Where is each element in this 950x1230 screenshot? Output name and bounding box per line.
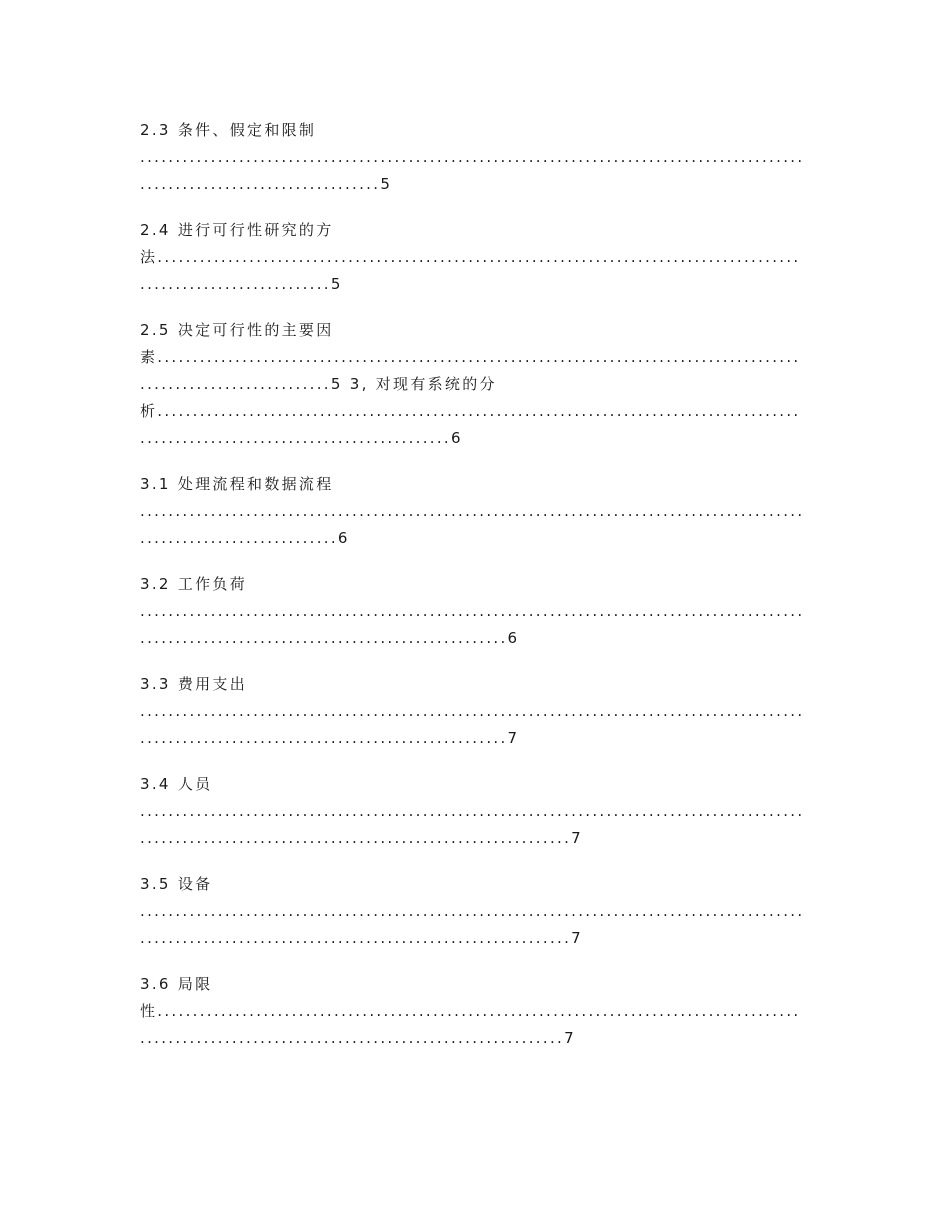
toc-entry-title: 3.5 设备: [140, 875, 213, 893]
toc-page-number-line: .............................................................7: [140, 829, 583, 847]
toc-entry-3-3[interactable]: [140, 671, 820, 752]
toc-entry-2-5[interactable]: [140, 317, 820, 452]
toc-dot-leader: 析...........................................................................................: [140, 402, 801, 420]
toc-entry-3-6[interactable]: [140, 971, 820, 1052]
entry-spacer: [140, 952, 820, 971]
toc-entry-title: 3.2 工作负荷: [140, 575, 248, 593]
toc-entry-title: 3.4 人员: [140, 775, 213, 793]
toc-dot-leader: 法...........................................................................................: [140, 248, 801, 266]
entry-spacer: [140, 652, 820, 671]
toc-page-number-line: ...........................5: [140, 275, 343, 293]
toc-page-number-line: ....................................................6: [140, 629, 520, 647]
toc-dot-leader: ..............................................................................................: [140, 502, 805, 520]
toc-dot-leader: ..............................................................................................: [140, 602, 805, 620]
toc-entry-2-4[interactable]: [140, 217, 820, 298]
toc-page-number-line: ............................................6: [140, 429, 463, 447]
entry-spacer: [140, 298, 820, 317]
toc-page-number-line: ............................6: [140, 529, 350, 547]
entry-spacer: [140, 452, 820, 471]
toc-entry-title: 2.5 决定可行性的主要因: [140, 321, 334, 339]
toc-dot-leader: ..............................................................................................: [140, 902, 805, 920]
toc-entry-3-2[interactable]: [140, 571, 820, 652]
toc-entry-title: 3.3 费用支出: [140, 675, 248, 693]
toc-entry-3-5[interactable]: [140, 871, 820, 952]
toc-page-number-line: ....................................................7: [140, 729, 520, 747]
toc-page-number-line: .............................................................7: [140, 929, 583, 947]
toc-dot-leader: ..............................................................................................: [140, 148, 805, 166]
table-of-contents: [140, 117, 820, 1052]
toc-entry-title: 3.6 局限: [140, 975, 213, 993]
toc-entry-title: 2.4 进行可行性研究的方: [140, 221, 334, 239]
toc-entry-title: 3.1 处理流程和数据流程: [140, 475, 334, 493]
toc-page-number-line: ...........................5 3, 对现有系统的分: [140, 375, 497, 393]
toc-dot-leader: ..............................................................................................: [140, 802, 805, 820]
toc-entry-3-1[interactable]: [140, 471, 820, 552]
toc-dot-leader: 素...........................................................................................: [140, 348, 801, 366]
toc-page-number-line: ............................................................7: [140, 1029, 576, 1047]
toc-dot-leader: 性...........................................................................................: [140, 1002, 801, 1020]
entry-spacer: [140, 852, 820, 871]
toc-entry-2-3[interactable]: [140, 117, 820, 198]
entry-spacer: [140, 552, 820, 571]
entry-spacer: [140, 752, 820, 771]
toc-page-number-line: ..................................5: [140, 175, 393, 193]
entry-spacer: [140, 198, 820, 217]
toc-entry-title: 2.3 条件、假定和限制: [140, 121, 317, 139]
toc-entry-3-4[interactable]: [140, 771, 820, 852]
toc-dot-leader: ..............................................................................................: [140, 702, 805, 720]
